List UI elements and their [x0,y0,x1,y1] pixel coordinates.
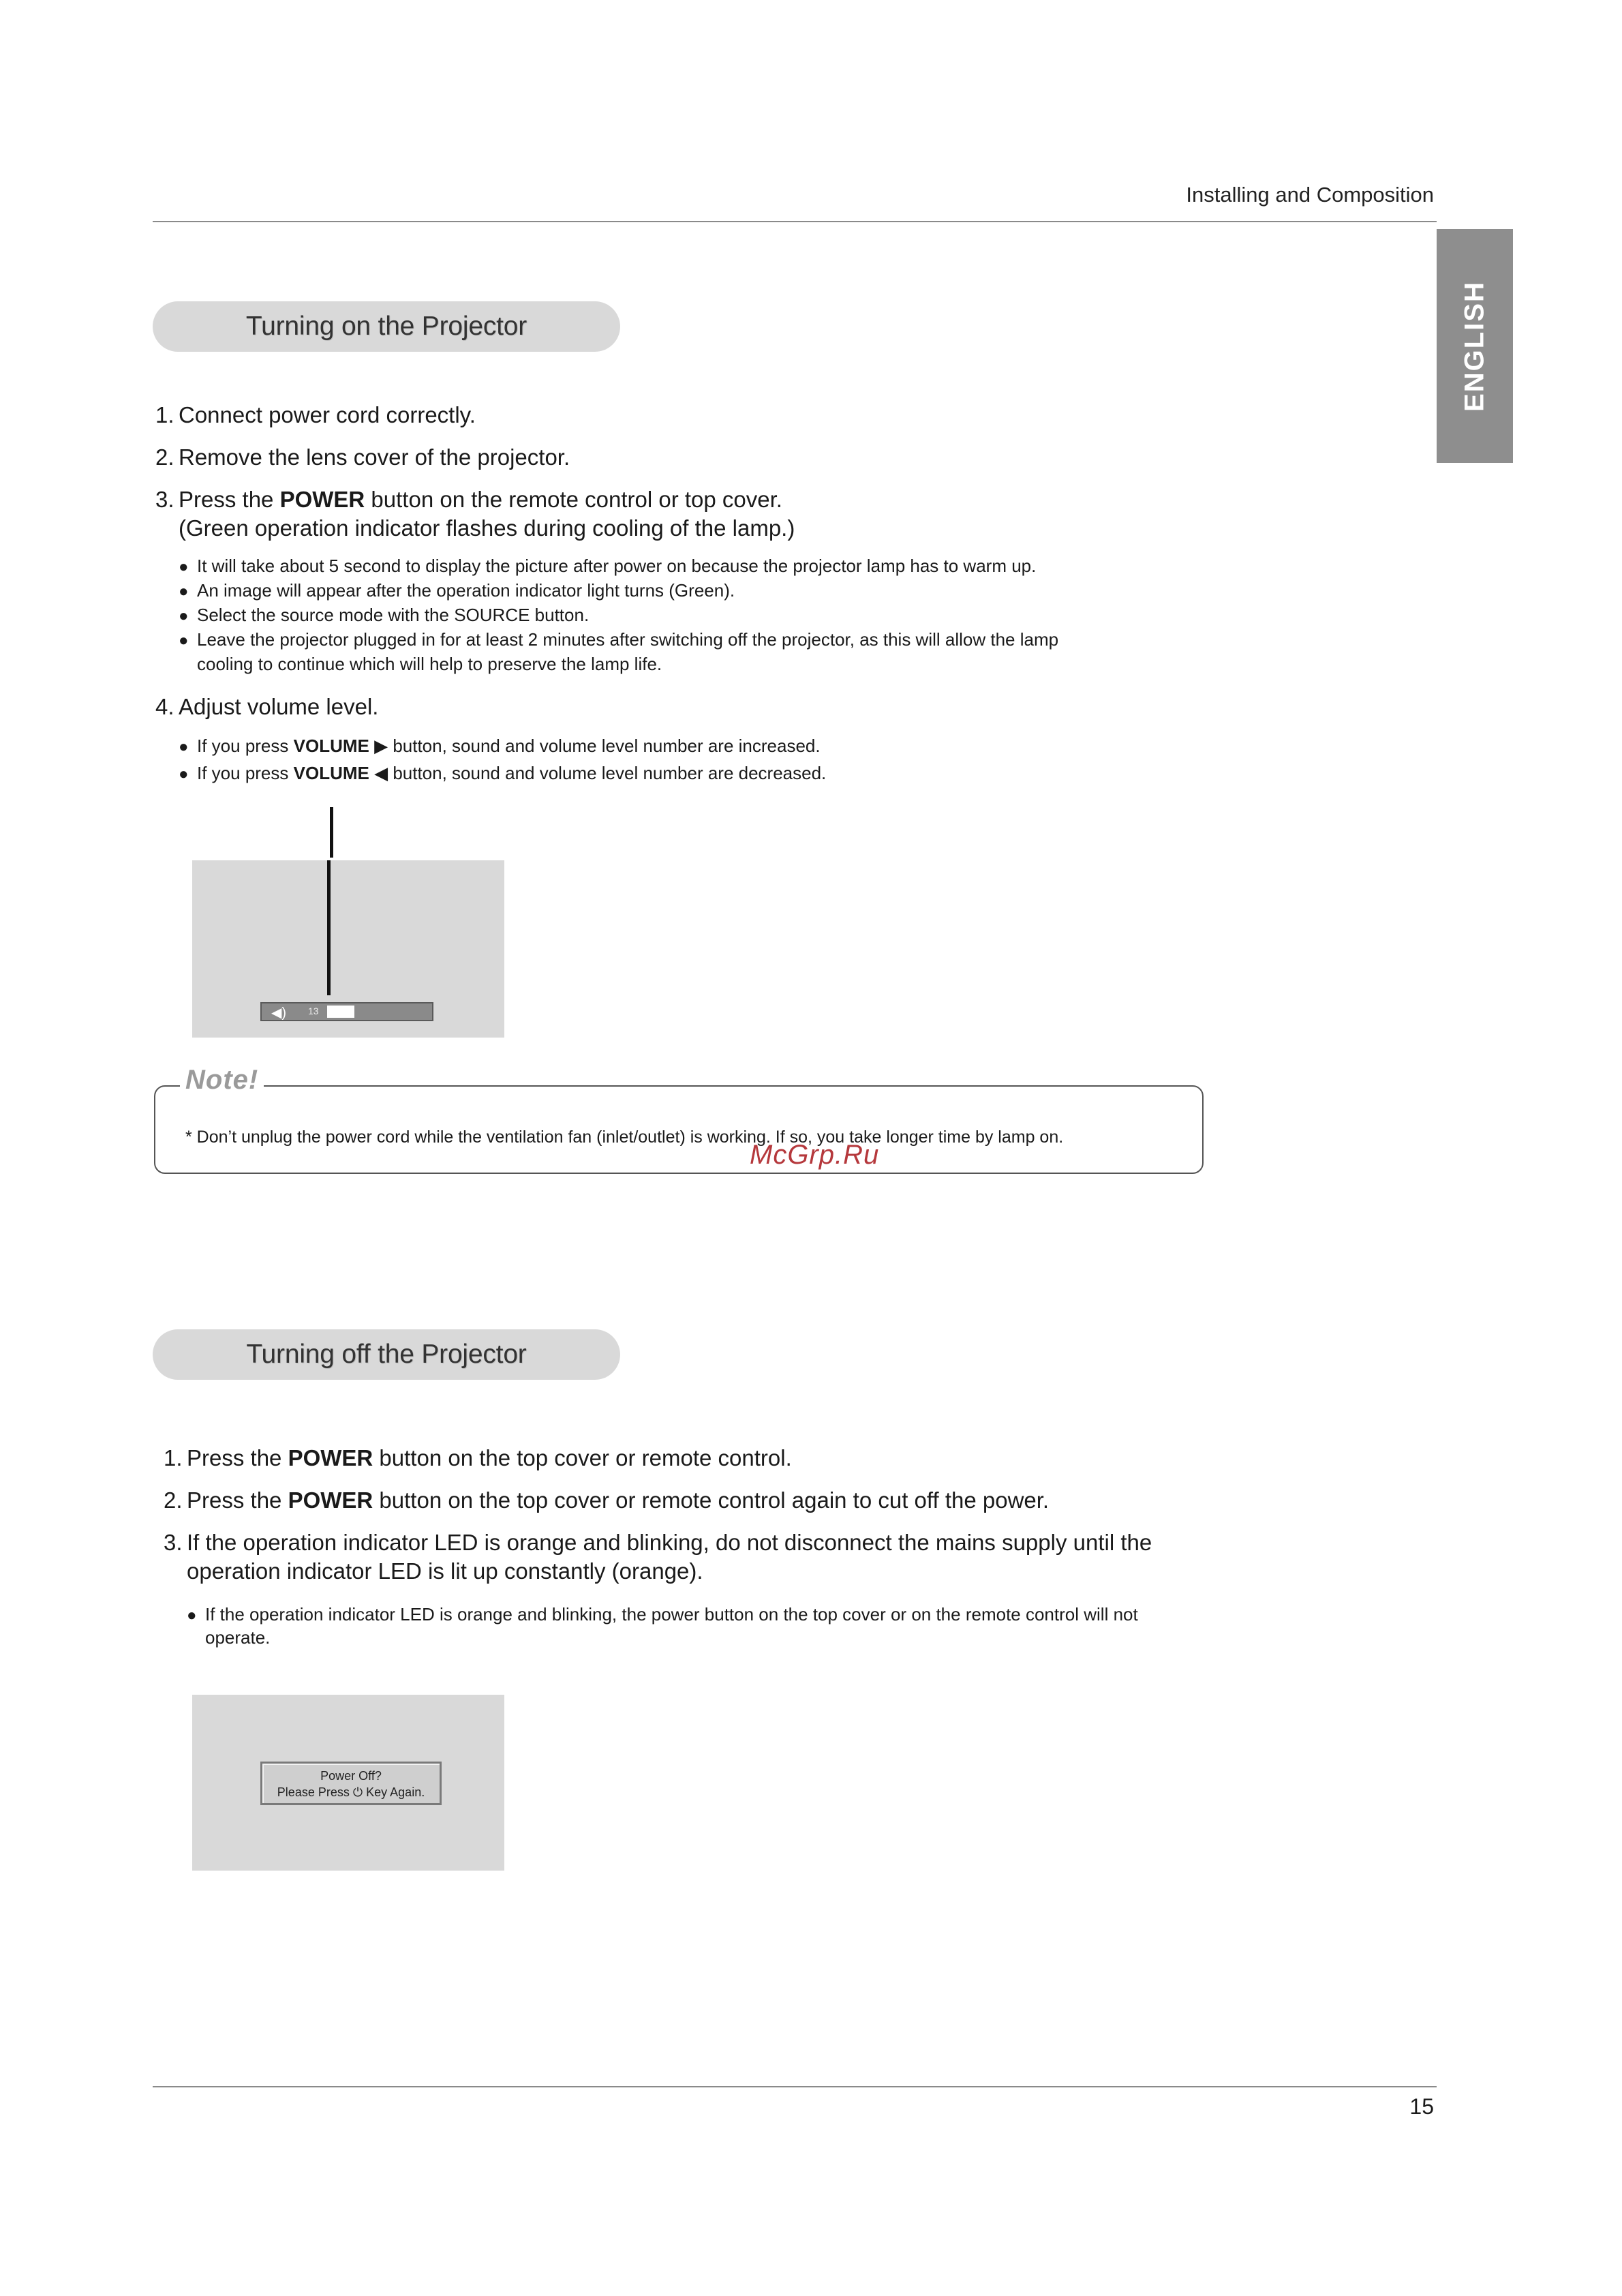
power-keyword: POWER [279,487,365,512]
step-number: 2. [155,444,174,470]
language-tab-label: ENGLISH [1459,280,1490,412]
step-text: Remove the lens cover of the projector. [179,444,570,470]
pointer-line [327,860,331,995]
step-1 [155,401,476,429]
bullet-leave-plugged: ● Leave the projector plugged in for at least 2 minutes after switching off the projector, as this will allow the lamp [179,629,1059,650]
off-step-1: 1. Press the POWER button on the top cover or remote control. [164,1444,792,1472]
heading-text: Turning off the Projector [246,1340,527,1369]
watermark: McGrp.Ru [750,1140,880,1170]
step-4 [155,693,378,721]
step-number: 1. [155,402,174,427]
power-off-dialog [260,1762,442,1805]
off-step-3: 3. If the operation indicator LED is orange and blinking, do not disconnect the mains supply until the [164,1528,1152,1557]
dialog-line-2: Please Press ⏻ Key Again. [277,1785,425,1799]
off-step-2: 2. Press the POWER button on the top cover or remote control again to cut off the power. [164,1486,1049,1515]
step-number: 3. [164,1530,183,1555]
volume-osd-bar [260,1002,433,1021]
footer-rule [153,2086,1437,2087]
language-tab [1437,229,1513,463]
step-text-cont: button on the remote control or top cover. [365,487,782,512]
note-label: Note! [180,1065,264,1096]
dialog-line-1: Power Off? [320,1769,382,1783]
step-2 [155,443,570,472]
bullet-volume-up: ● If you press VOLUME ▶ button, sound and volume level number are increased. [179,736,821,756]
section-heading-turning-on [153,301,620,352]
step-3 [155,485,782,514]
power-keyword: POWER [288,1445,373,1470]
bullet-led-blinking: ● If the operation indicator LED is orange and blinking, the power button on the top cover or on the remote control will not [187,1604,1138,1625]
bullet-volume-down: ● If you press VOLUME ◀ button, sound and volume level number are decreased. [179,763,827,783]
section-title: Installing and Composition [1186,183,1434,207]
bullet-warmup: ● It will take about 5 second to display the picture after power on because the projector lamp has to warm up. [179,556,1037,576]
bullet-leave-plugged-cont: cooling to continue which will help to preserve the lamp life. [197,654,662,674]
power-icon: ⏻ [352,1785,363,1799]
step-number: 3. [155,487,174,512]
arrow-right-icon: ▶ [374,736,388,756]
section-heading-turning-off [153,1329,620,1380]
page-number: 15 [1409,2094,1434,2119]
step-text: Adjust volume level. [179,694,379,719]
step-number: 2. [164,1487,183,1513]
bullet-image-appears: ● An image will appear after the operation indicator light turns (Green). [179,580,735,601]
header-rule [153,221,1437,222]
pointer-line-top [330,807,333,858]
arrow-left-icon: ◀ [374,763,388,783]
heading-text: Turning on the Projector [245,312,527,341]
power-keyword: POWER [288,1487,373,1513]
speaker-icon: ◀) [271,1006,287,1021]
volume-level-fill [327,1006,354,1018]
step-number: 1. [164,1445,183,1470]
note-text: * Don’t unplug the power cord while the ventilation fan (inlet/outlet) is working. If so, you take longer time by lamp on. [185,1128,1064,1147]
bullet-source: ● Select the source mode with the SOURCE button. [179,605,590,625]
bullet-led-blinking-cont: operate. [205,1627,271,1648]
volume-number: 13 [308,1006,319,1016]
step-number: 4. [155,694,174,719]
step-3-line-2: (Green operation indicator flashes during cooling of the lamp.) [179,515,795,541]
step-text: Press the [179,487,280,512]
off-step-3-line-2: operation indicator LED is lit up constantly (orange). [187,1558,703,1584]
step-text: Connect power cord correctly. [179,402,476,427]
